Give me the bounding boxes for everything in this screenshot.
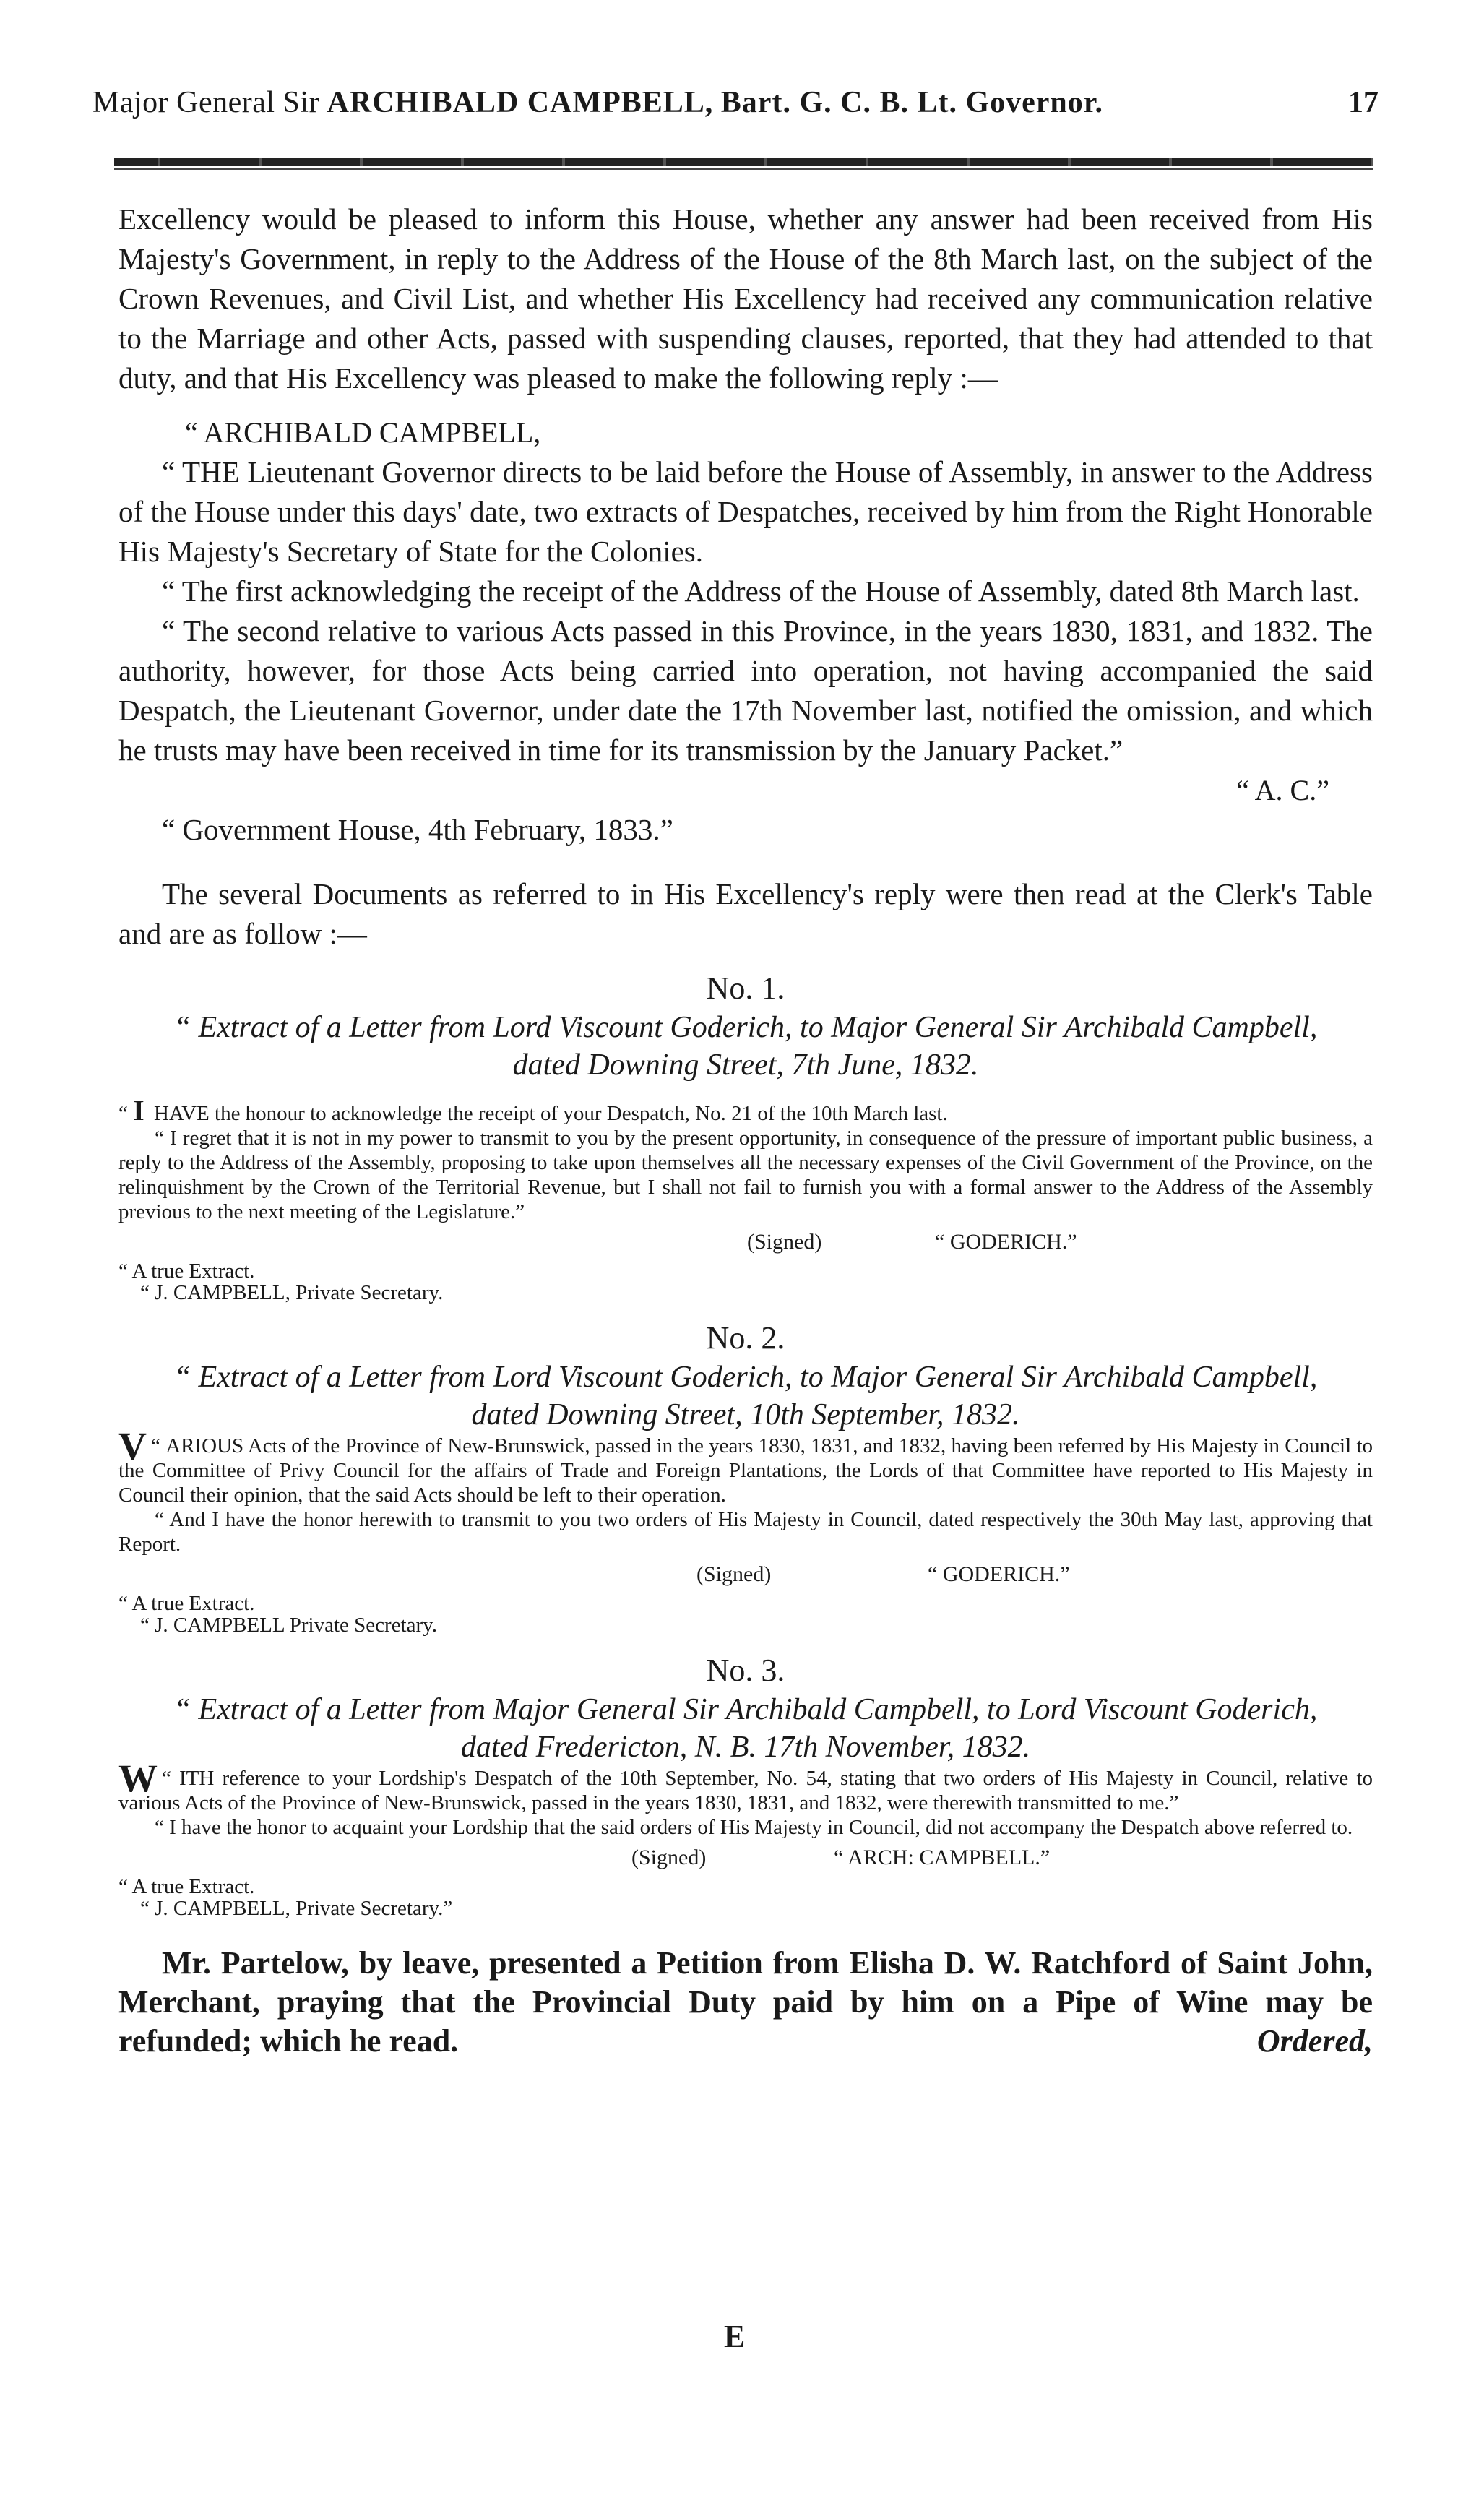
running-header: [92, 85, 1379, 120]
extract-3-signature-row: [118, 1843, 1373, 1873]
extract-2-title: “ Extract of a Letter from Lord Viscount Goderich, to Major General Sir Archibald Campbell, dated Downing Street, 10th September, 1832.: [173, 1361, 1318, 1431]
extract-2-true-extract: “ A true Extract.: [118, 1592, 255, 1615]
extract-2-number: No. 2.: [706, 1320, 785, 1356]
closing-paragraph: [118, 1944, 1373, 2061]
reply-paragraph-2: “ The first acknowledging the receipt of the Address of the House of Assembly, dated 8th March last.: [162, 574, 1360, 608]
extract-3-text-1-body: ITH reference to your Lordship's Despatch of the 10th September, No. 54, stating that two orders of His Majesty in Council, relative to various Acts of the Province of New-Brunswick, passed in the years 1830, 1831, and 1832, were therewith transmitted to me.”: [118, 1767, 1373, 1814]
extract-1-text-1-body: HAVE the honour to acknowledge the receipt of your Despatch, No. 21 of the 10th March last.: [148, 1102, 948, 1125]
extract-1-title: “ Extract of a Letter from Lord Viscount Goderich, to Major General Sir Archibald Campbell, dated Downing Street, 7th June, 1832.: [173, 1011, 1318, 1082]
extract-1-signer: “ GODERICH.”: [935, 1230, 1077, 1254]
extract-3-title: “ Extract of a Letter from Major General Sir Archibald Campbell, to Lord Viscount Goderich, dated Fredericton, N. B. 17th November, 1832.: [173, 1693, 1318, 1764]
extract-3-text-2: “ I have the honor to acquaint your Lordship that the said orders of His Majesty in Council, did not accompany the Despatch above referred to.: [155, 1816, 1353, 1839]
extract-2-text-1-body: ARIOUS Acts of the Province of New-Brunswick, passed in the years 1830, 1831, and 1832, having been referred by His Majesty in Council to the Committee of Privy Council for the affairs of Trade and Foreign Plantations, the Lords of that Committee have reported to His Majesty in Council their opinion, that the said Acts should be left to their operation.: [118, 1434, 1373, 1507]
extract-3-secretary: “ J. CAMPBELL, Private Secretary.”: [140, 1897, 453, 1920]
header-prefix: Major General Sir: [92, 86, 320, 119]
extract-3-dropcap: W: [118, 1757, 158, 1800]
extract-2-text-1: “ V ARIOUS Acts of the Province of New-Brunswick, passed in the years 1830, 1831, and 1832, having been referred by His Majesty in Council to the Committee of Privy Council for the affairs of Trade and Foreign Plantations, the Lords of that Committee have reported to His Majesty in Council their opinion, that the said Acts should be left to their operation.: [118, 1424, 1373, 1507]
extract-1-number: No. 1.: [706, 970, 785, 1006]
documents-intro: The several Documents as referred to in His Excellency's reply were then read at the Clerk's Table and are as follow :—: [118, 877, 1373, 950]
header-suffix: Bart. G. C. B. Lt. Governor.: [720, 86, 1104, 119]
extract-2-signed: (Signed): [696, 1562, 772, 1586]
extract-1-text-1: “ I HAVE the honour to acknowledge the receipt of your Despatch, No. 21 of the 10th March last.: [118, 1094, 948, 1127]
reply-place-date: “ Government House, 4th February, 1833.”: [162, 813, 673, 846]
reply-initials: “ A. C.”: [1236, 774, 1329, 806]
header-rule: [114, 158, 1373, 166]
reply-paragraph-1: “ THE Lieutenant Governor directs to be laid before the House of Assembly, in answer to the Address of the House under this days' date, two extracts of Despatches, received by him from the Right Honorable His Majesty's Secretary of State for the Colonies.: [118, 455, 1373, 568]
extract-2-dropcap: V: [118, 1424, 147, 1468]
page-number: 17: [1348, 86, 1379, 119]
extract-3-signed: (Signed): [631, 1845, 707, 1869]
closing-text: Mr. Partelow, by leave, presented a Petition from Elisha D. W. Ratchford of Saint John, Merchant, praying that the Provincial Duty paid by him on a Pipe of Wine may be refunded; which he read.: [118, 1945, 1373, 2059]
extract-2-signer: “ GODERICH.”: [928, 1562, 1070, 1586]
extract-3-text-1: “ W ITH reference to your Lordship's Despatch of the 10th September, No. 54, stating that two orders of His Majesty in Council, relative to various Acts of the Province of New-Brunswick, passed in the years 1830, 1831, and 1832, were therewith transmitted to me.”: [118, 1757, 1373, 1814]
header-title: [92, 85, 1103, 120]
extract-1-signed: (Signed): [747, 1230, 822, 1254]
extract-3-signer: “ ARCH: CAMPBELL.”: [834, 1845, 1051, 1869]
extract-3-true-extract: “ A true Extract.: [118, 1875, 255, 1898]
extract-1-true-extract: “ A true Extract.: [118, 1259, 255, 1283]
extract-2-signature-row: [118, 1559, 1373, 1590]
closing-catchword: Ordered,: [1256, 2023, 1373, 2059]
extract-3-number: No. 3.: [706, 1653, 785, 1688]
extract-1-dropcap: I: [133, 1094, 144, 1127]
header-name: ARCHIBALD CAMPBELL,: [327, 86, 714, 119]
reply-signatory: “ ARCHIBALD CAMPBELL,: [185, 416, 541, 449]
extract-1-secretary: “ J. CAMPBELL, Private Secretary.: [140, 1281, 444, 1304]
extract-2-text-2: “ And I have the honor herewith to transmit to you two orders of His Majesty in Council, dated respectively the 30th May last, approving that Report.: [118, 1508, 1373, 1556]
extract-1-signature-row: [118, 1227, 1373, 1257]
page-body: [118, 199, 1373, 2061]
reply-paragraph-3: “ The second relative to various Acts passed in this Province, in the years 1830, 1831, and 1832. The authority, however, for those Acts being carried into operation, not having accompanied the said Despatch, the Lieutenant Governor, under date the 17th November last, notified the omission, and which he trusts may have been received in time for its transmission by the January Packet.”: [118, 614, 1373, 767]
signature-mark: E: [724, 2319, 746, 2354]
extract-2-secretary: “ J. CAMPBELL Private Secretary.: [140, 1614, 438, 1637]
intro-paragraph: Excellency would be pleased to inform this House, whether any answer had been received from His Majesty's Government, in reply to the Address of the House of the 8th March last, on the subject of the Crown Revenues, and Civil List, and whether His Excellency had received any communication relative to the Marriage and other Acts, passed with suspending clauses, reported, that they had attended to that duty, and that His Excellency was pleased to make the following reply :—: [118, 202, 1373, 395]
extract-1-text-2: “ I regret that it is not in my power to transmit to you by the present opportunity, in consequence of the pressure of important public business, a reply to the Address of the Assembly, proposing to take upon themselves all the necessary expenses of the Civil Government of the Province, on the relinquishment by the Crown of the Territorial Revenue, but I shall not fail to furnish you with a formal answer to the Address of the Assembly previous to the next meeting of the Legislature.”: [118, 1127, 1373, 1223]
